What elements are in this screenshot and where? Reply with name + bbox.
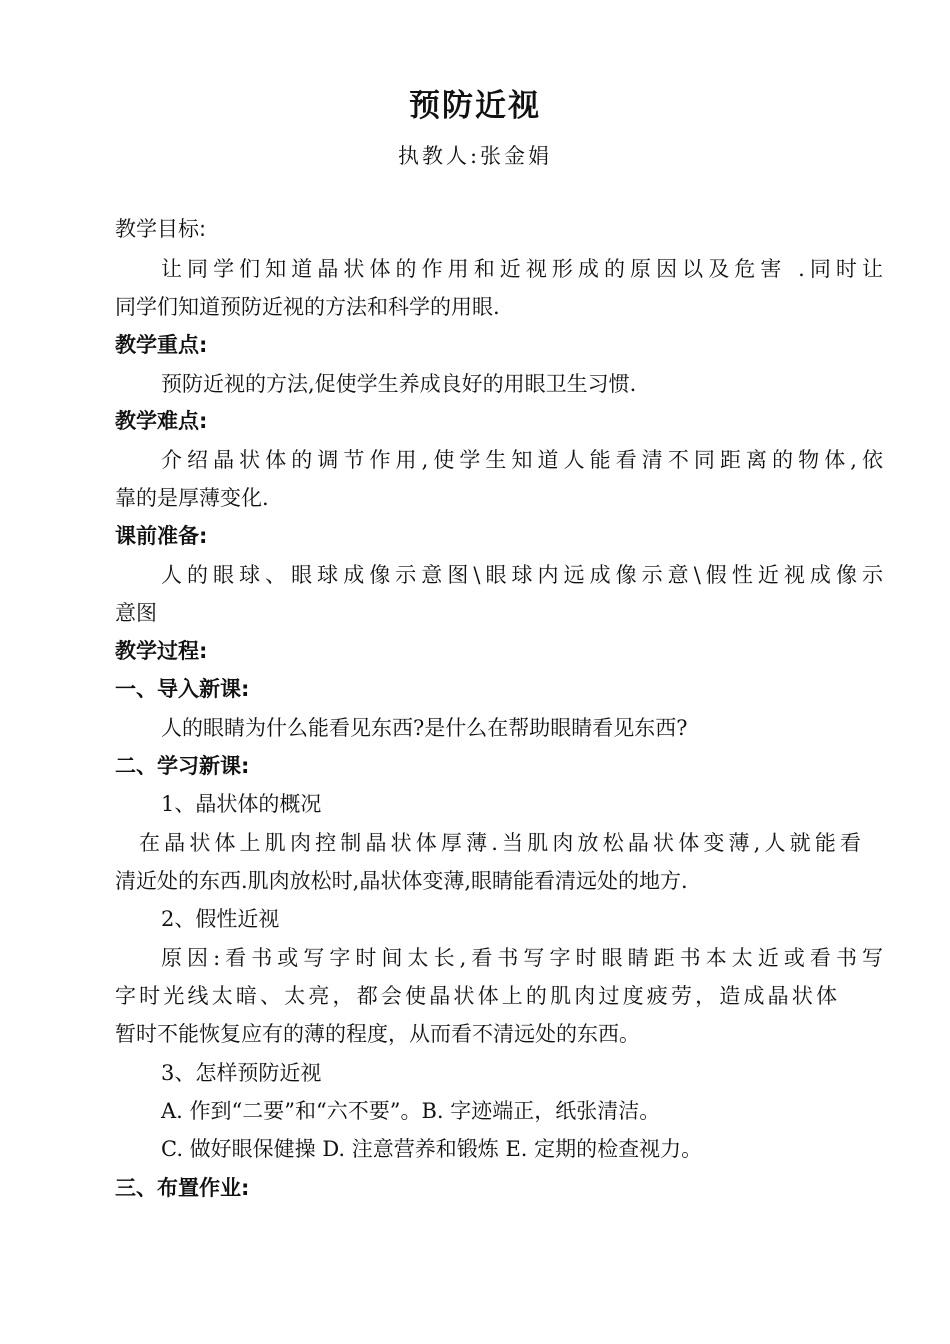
heading-section-1: 一、导入新课: [115, 677, 250, 701]
prevention-items-line-1: A. 作到“二要”和“六不要”。B. 字迹端正，纸张清洁。 [161, 1099, 661, 1123]
pseudo-myopia-line-1: 原因:看书或写字时间太长,看书写字时眼睛距书本太近或看书写 [161, 946, 883, 970]
goals-paragraph-line-1: 让同学们知道晶状体的作用和近视形成的原因以及危害 .同时让 [161, 257, 883, 281]
subheading-prevention: 3、怎样预防近视 [161, 1061, 322, 1085]
section-1-text: 人的眼睛为什么能看见东西?是什么在帮助眼睛看见东西? [161, 716, 688, 740]
heading-teaching-goals: 教学目标: [115, 217, 207, 241]
heading-difficult-points: 教学难点: [115, 409, 208, 433]
difficult-points-line-1: 介绍晶状体的调节作用,使学生知道人能看清不同距离的物体,依 [161, 448, 883, 472]
pseudo-myopia-line-3: 暂时不能恢复应有的薄的程度，从而看不清远处的东西。 [115, 1022, 640, 1046]
heading-section-3: 三、布置作业: [115, 1176, 250, 1200]
lens-paragraph-line-1: 在晶状体上肌肉控制晶状体厚薄.当肌肉放松晶状体变薄,人就能看 [139, 831, 861, 855]
prevention-items-line-2: C. 做好眼保健操 D. 注意营养和锻炼 E. 定期的检查视力。 [161, 1137, 703, 1161]
document-title: 预防近视 [409, 88, 541, 124]
heading-teaching-process: 教学过程: [115, 639, 208, 663]
pseudo-myopia-line-2: 字时光线太暗、太亮，都会使晶状体上的肌肉过度疲劳，造成晶状体 [115, 984, 837, 1008]
lens-paragraph-line-2: 清近处的东西.肌肉放松时,晶状体变薄,眼睛能看清远处的地方. [115, 869, 688, 893]
preparation-line-1: 人的眼球、眼球成像示意图\眼球内远成像示意\假性近视成像示 [161, 563, 883, 587]
subheading-lens-overview: 1、晶状体的概况 [161, 792, 322, 816]
author-line: 执教人:张金娟 [397, 144, 553, 168]
heading-section-2: 二、学习新课: [115, 754, 250, 778]
heading-key-points: 教学重点: [115, 333, 208, 357]
key-points-text: 预防近视的方法,促使学生养成良好的用眼卫生习惯. [161, 372, 637, 396]
goals-paragraph-line-2: 同学们知道预防近视的方法和科学的用眼. [115, 295, 500, 319]
preparation-line-2: 意图 [115, 601, 157, 625]
heading-preparation: 课前准备: [115, 524, 208, 548]
subheading-pseudo-myopia: 2、假性近视 [161, 907, 280, 931]
difficult-points-line-2: 靠的是厚薄变化. [115, 486, 269, 510]
